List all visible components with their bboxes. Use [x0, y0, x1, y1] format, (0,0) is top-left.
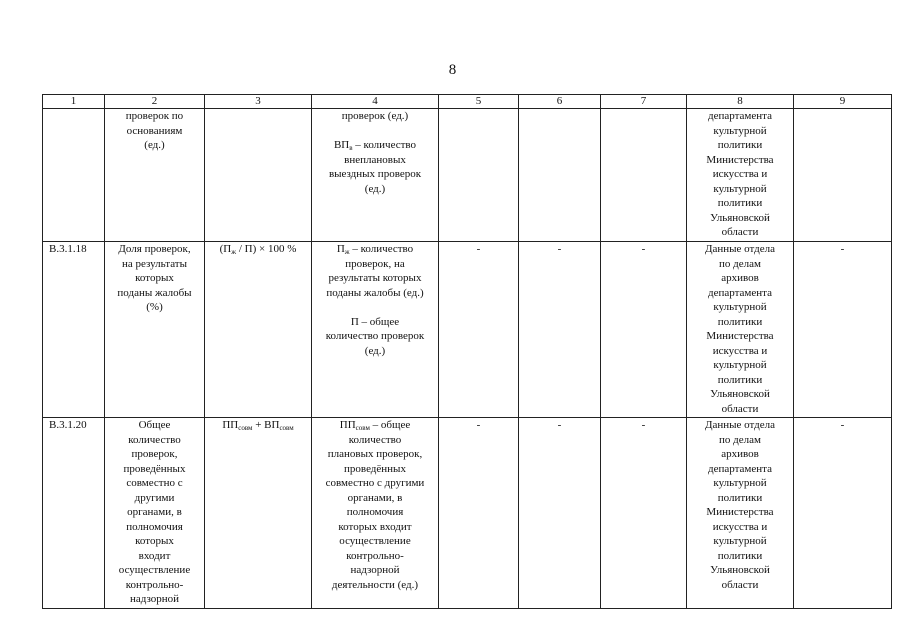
source-cell	[687, 242, 794, 418]
value-cell	[794, 109, 892, 242]
description-line: которых входит	[338, 520, 412, 533]
indicator-name-line: осуществление	[118, 564, 191, 576]
source-line: искусства и	[712, 168, 768, 180]
source-line: искусства и	[712, 344, 768, 357]
formula-cell	[205, 418, 312, 609]
source-line: культурной	[713, 477, 767, 489]
column-header: 6	[519, 95, 601, 109]
column-header: 4	[312, 95, 439, 109]
indicator-name-line: основаниям	[126, 124, 183, 137]
description-cell	[312, 418, 439, 609]
description-cell	[312, 242, 439, 418]
source-line: политики	[717, 373, 763, 386]
indicator-name-line: контрольно-	[125, 578, 184, 591]
table-row	[43, 109, 892, 242]
value-cell: -	[439, 418, 519, 609]
indicator-name-line: поданы жалобы	[117, 286, 192, 299]
source-line: области	[721, 226, 759, 238]
description-line: деятельности (ед.)	[331, 578, 419, 591]
indicator-code	[43, 109, 105, 242]
value-cell: -	[519, 418, 601, 609]
source-line: Ульяновской	[710, 564, 770, 576]
description-line: П – общее	[350, 315, 400, 328]
description-line: совместно с другими	[325, 477, 425, 489]
indicator-name-line: проверок по	[125, 110, 184, 122]
indicator-name-line: количество	[128, 433, 181, 446]
description-line: органами, в	[347, 491, 403, 504]
description-term: $ПП_{совм}$ – общее	[339, 419, 411, 432]
table-header-row	[43, 95, 892, 109]
source-line: Данные отдела	[704, 419, 776, 431]
column-header: 1	[43, 95, 105, 109]
column-header: 2	[105, 95, 205, 109]
indicator-name-cell	[105, 418, 205, 609]
column-header: 3	[205, 95, 312, 109]
source-line: области	[721, 578, 759, 591]
value-cell: -	[794, 418, 892, 609]
indicator-name-line: на результаты	[122, 257, 187, 270]
source-line: области	[721, 402, 759, 415]
formula: $(П_ж / П) \times 100$ %	[219, 243, 297, 256]
description-term: $П_ж$ – количество	[336, 243, 414, 256]
source-line: Ульяновской	[710, 211, 770, 224]
source-line: политики	[717, 549, 763, 562]
source-line: Министерства	[706, 330, 774, 342]
source-line: политики	[717, 315, 763, 328]
source-line: культурной	[713, 182, 767, 195]
column-header: 5	[439, 95, 519, 109]
indicator-name-line: (%)	[146, 301, 163, 313]
source-line: искусства и	[712, 520, 768, 533]
description-line: полномочия	[346, 506, 404, 518]
indicator-name-line: Доля проверок,	[118, 243, 191, 255]
source-cell	[687, 109, 794, 242]
description-line: проверок (ед.)	[341, 110, 409, 122]
page-number: 8	[448, 62, 457, 78]
source-line: культурной	[713, 359, 767, 371]
source-line: Министерства	[706, 153, 774, 166]
indicator-name-cell	[105, 242, 205, 418]
description-line: (ед.)	[364, 182, 386, 195]
formula-cell	[205, 109, 312, 242]
value-cell: -	[794, 242, 892, 418]
value-cell	[439, 109, 519, 242]
indicator-name-cell	[105, 109, 205, 242]
value-cell	[519, 109, 601, 242]
formula: $ПП_{совм} + ВП_{совм}$	[222, 419, 294, 432]
description-term: $ВП_в$ – количество	[333, 139, 417, 152]
value-cell	[601, 109, 687, 242]
source-line: культурной	[713, 301, 767, 313]
source-line: архивов	[721, 448, 759, 460]
description-line: внеплановых	[344, 153, 406, 166]
indicator-name-line: полномочия	[126, 520, 183, 533]
source-line: департамента	[708, 286, 772, 299]
column-header: 9	[794, 95, 892, 109]
source-line: политики	[717, 197, 763, 209]
indicator-name-line: совместно с	[126, 477, 183, 489]
indicator-code: В.3.1.18	[43, 242, 105, 418]
source-line: департамента	[708, 462, 772, 475]
value-cell: -	[519, 242, 601, 418]
description-line: результаты которых	[328, 272, 422, 284]
description-line: осуществление	[339, 535, 411, 547]
indicator-name-line: Общее	[138, 419, 171, 431]
source-line: Министерства	[706, 506, 774, 518]
column-header: 7	[601, 95, 687, 109]
description-line: проверок, на	[345, 257, 405, 270]
description-line: количество	[348, 433, 402, 446]
column-header: 8	[687, 95, 794, 109]
indicator-name-line: надзорной	[129, 593, 180, 605]
indicator-table	[42, 94, 892, 609]
source-line: политики	[717, 139, 763, 151]
source-line: архивов	[721, 272, 759, 284]
indicator-name-line: проверок,	[131, 448, 178, 460]
description-line: контрольно-	[346, 549, 404, 562]
source-line: Данные отдела	[704, 243, 776, 255]
source-cell	[687, 418, 794, 609]
description-line: надзорной	[350, 564, 400, 576]
source-line: культурной	[713, 124, 767, 137]
value-cell: -	[601, 418, 687, 609]
value-cell: -	[601, 242, 687, 418]
formula-cell	[205, 242, 312, 418]
description-line: (ед.)	[364, 344, 386, 357]
description-line: количество проверок	[325, 330, 425, 342]
table-row	[43, 242, 892, 418]
indicator-name-line: которых	[135, 535, 174, 547]
indicator-name-line: проведённых	[123, 462, 186, 475]
source-line: культурной	[713, 535, 767, 547]
source-line: департамента	[708, 110, 772, 122]
description-line: выездных проверок	[328, 168, 422, 180]
source-line: по делам	[719, 433, 761, 446]
indicator-name-line: органами, в	[127, 506, 182, 518]
indicator-name-line: входит	[138, 549, 171, 562]
source-line: политики	[717, 491, 763, 504]
description-line: поданы жалобы (ед.)	[326, 286, 424, 299]
source-line: Ульяновской	[710, 388, 770, 400]
indicator-name-line: (ед.)	[144, 139, 165, 151]
source-line: по делам	[719, 257, 761, 270]
value-cell: -	[439, 242, 519, 418]
description-line: проведённых	[344, 462, 406, 475]
table-row	[43, 418, 892, 609]
indicator-name-line: другими	[134, 491, 175, 504]
indicator-code: В.3.1.20	[43, 418, 105, 609]
description-line: плановых проверок,	[327, 448, 423, 460]
indicator-name-line: которых	[135, 272, 174, 284]
description-cell	[312, 109, 439, 242]
